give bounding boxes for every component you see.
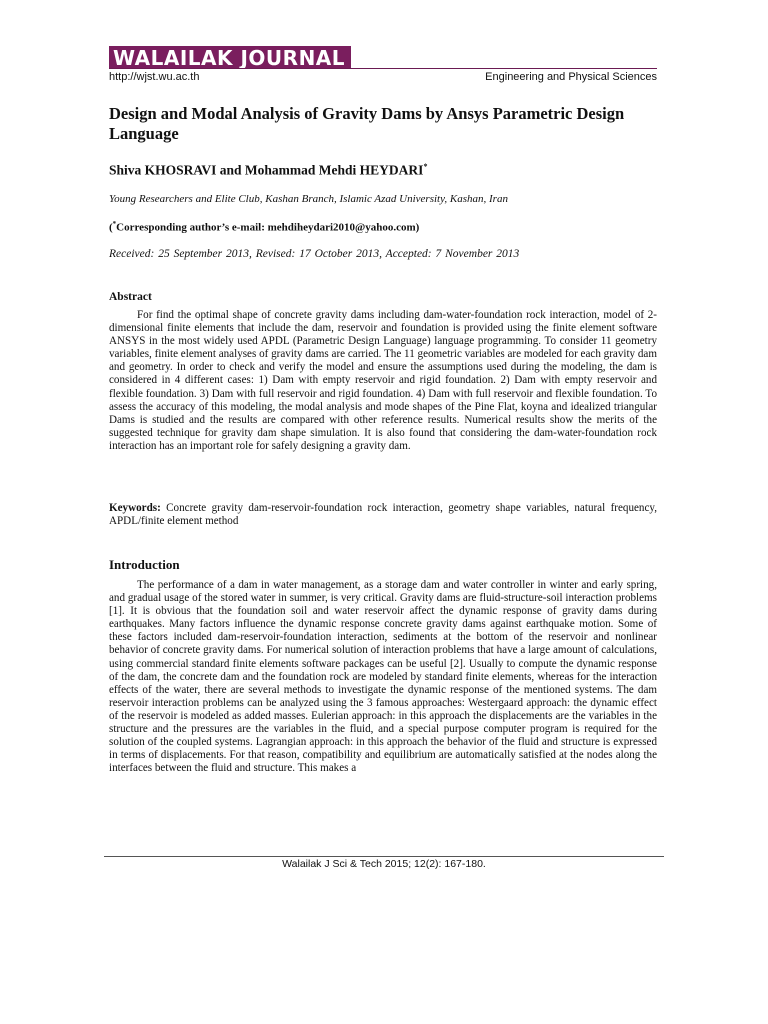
keywords-text: Concrete gravity dam-reservoir-foundation rock interaction, geometry shape variables, natural frequency, APDL/finite element method	[109, 502, 657, 528]
author-line	[109, 162, 427, 179]
corresponding-marker: *	[112, 220, 117, 228]
corresponding-author	[109, 220, 419, 234]
corr-open: (	[109, 221, 113, 234]
journal-section: Engineering and Physical Sciences	[485, 71, 657, 83]
keywords	[109, 502, 657, 528]
introduction-heading: Introduction	[109, 557, 180, 572]
journal-logo: WALAILAK JOURNAL	[109, 46, 351, 69]
abstract-heading: Abstract	[109, 291, 152, 303]
keywords-label: Keywords:	[109, 502, 161, 514]
authors: Shiva KHOSRAVI and Mohammad Mehdi HEYDARI	[109, 162, 424, 178]
journal-url[interactable]: http://wjst.wu.ac.th	[109, 71, 200, 83]
introduction-text: The performance of a dam in water management, as a storage dam and water controller in winter and early spring, and gradual usage of the stored water in summer, is very critical. Gravity dams are fluid-structure-soil interaction problems [1]. It is obvious that the foundation soil and water reservoir affect the dynamic response of gravity dams during earthquakes. Many factors influence the dynamic response concrete gravity dams against earthquake motion. Some of these factors included dam-reservoir-foundation interaction, sediments at the bottom of the reservoir and nonlinear behavior of concrete gravity dams. For numerical solution of interaction problems that have a large amount of calculations, using commercial standard finite elements software packages can be useful [2]. Usually to compute the dynamic response of the dam, the concrete dam and the foundation rock are modeled by standard finite elements, whereas for the interaction effects of the water, there are several methods to investigate the dynamic response of the mentioned systems. The dam reservoir interaction problems can be analyzed using the 3 famous approaches: Westergaard approach: the dynamic effect of the reservoir is modeled as added masses. Eulerian approach: in this approach the displacements are the variables in the structure and the pressures are the variables in the fluid, and a special purpose computer program is required for the solution of the coupled systems. Lagrangian approach: in this approach the behavior of the fluid and structure is expressed in terms of displacements. For that reason, compatibility and equilibrium are automatically satisfied at the nodes along the interfaces between the fluid and structure. This makes a	[109, 579, 657, 775]
affiliation: Young Researchers and Elite Club, Kashan Branch, Islamic Azad University, Kashan, Iran	[109, 193, 508, 205]
article-dates: Received: 25 September 2013, Revised: 17 October 2013, Accepted: 7 November 2013	[109, 248, 520, 260]
header-rule	[109, 68, 657, 69]
footer-rule	[104, 856, 664, 857]
corresponding-email[interactable]: Corresponding author’s e-mail: mehdiheydari2010@yahoo.com	[116, 221, 416, 234]
article-title: Design and Modal Analysis of Gravity Dams by Ansys Parametric Design Language	[109, 104, 625, 143]
corr-close: )	[415, 221, 420, 234]
footer-citation: Walailak J Sci & Tech 2015; 12(2): 167-180.	[282, 858, 486, 870]
author-marker: *	[423, 162, 428, 171]
abstract-text: For find the optimal shape of concrete gravity dams including dam-water-foundation rock interaction, model of 2-dimensional finite elements that include the dam, reservoir and foundation is provided using the finite element software ANSYS in the most widely used APDL (Parametric Design Language) language programming. To consider 11 geometry variables, finite element analyses of gravity dams are carried. The 11 geometric variables are modeled for each gravity dam and geometry. In order to check and verify the model and ensure the assumptions used during the modeling, the dam is considered in 4 different cases: 1) Dam with empty reservoir and rigid foundation. 2) Dam with empty reservoir and flexible foundation. 3) Dam with full reservoir and rigid foundation. 4) Dam with full reservoir and flexible foundation. To assess the accuracy of this modeling, the modal analysis and mode shapes of the Pine Flat, koyna and idealized triangular Dams is studied and the results are compared with other reference results. Numerical results show the merits of the suggested technique for gravity dam shape simulation. It is also found that considering the dam-water-foundation rock interaction has an important role for safely designing a gravity dam.	[109, 309, 657, 452]
